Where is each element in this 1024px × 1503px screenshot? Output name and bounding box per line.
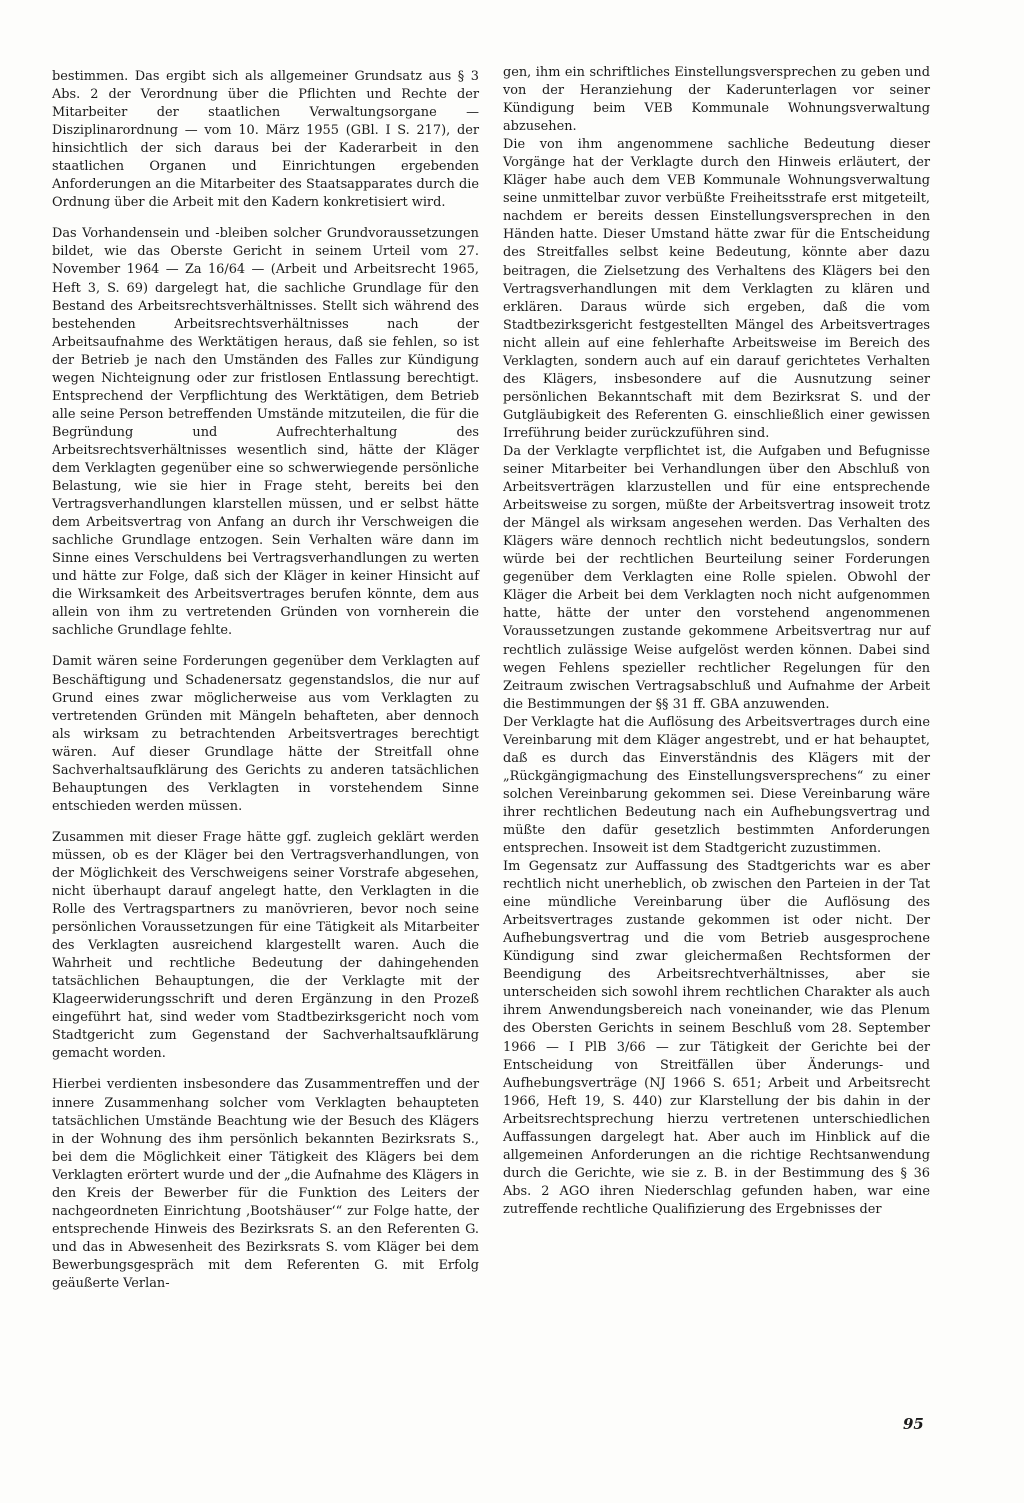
left-column xyxy=(52,68,479,1293)
right-paragraph-2: Die von ihm angenommene sachliche Bedeutung dieser Vorgänge hat der Verklagte durch den Hinweis erläutert, der Kläger habe auch dem VEB Kommunale Wohnungsverwaltung seine unmittelbar zuvor verbüßte Freiheitsstrafe erst mitgeteilt, nachdem er bereits dessen Einstellungsversprechen in den Händen hatte. Dieser Umstand hätte zwar für die Entscheidung des Streitfalles selbst keine Bedeutung, könnte aber dazu beitragen, die Zielsetzung des Verhaltens des Klägers bei den Vertragsverhandlungen mit dem Verklagten zu klären und erklären. Daraus würde sich ergeben, daß die vom Stadtbezirksgericht festgestellten Mängel des Arbeitsvertrages nicht allein auf eine fehlerhafte Arbeitsweise im Bereich des Verklagten, sondern auch auf ein darauf gerichtetes Verhalten des Klägers, insbesondere auf die Ausnutzung seiner persönlichen Bekanntschaft mit dem Bezirksrat S. und der Gutgläubigkeit des Referenten G. einschließlich einer gewissen Irreführung beider zurückzuführen sind. xyxy=(503,137,930,441)
left-paragraph-4: Zusammen mit dieser Frage hätte ggf. zugleich geklärt werden müssen, ob es der Kläger bei den Vertragsverhandlungen, von der Möglichkeit des Verschweigens seiner Vorstrafe abgesehen, nicht überhaupt darauf angelegt hatte, den Verklagten in die Rolle des Vertragspartners zu manövrieren, bevor noch seine persönlichen Voraussetzungen für eine Tätigkeit als Mitarbeiter des Verklagten ausreichend klargestellt waren. Auch die Wahrheit und rechtliche Bedeutung der dahingehenden tatsächlichen Behauptungen, die der Verklagte mit der Klageerwiderungsschrift und deren Ergänzung in den Prozeß eingeführt hat, sind weder vom Stadtbezirksgericht noch vom Stadtgericht zum Gegenstand der Sachverhaltsaufklärung gemacht worden. xyxy=(52,829,479,1062)
left-paragraph-2: Das Vorhandensein und -bleiben solcher Grundvoraussetzungen bildet, wie das Oberste Gericht in seinem Urteil vom 27. November 1964 — Za 16/64 — (Arbeit und Arbeitsrecht 1965, Heft 3, S. 69) dargelegt hat, die sachliche Grundlage für den Bestand des Arbeitsrechtsverhältnisses. Stellt sich während des bestehenden Arbeitsrechtsverhältnisses nach der Arbeitsaufnahme des Werktätigen heraus, daß sie fehlen, so ist der Betrieb je nach den Umständen des Falles zur Kündigung wegen Nichteignung oder zur fristlosen Entlassung berechtigt. Entsprechend der Verpflichtung des Werktätigen, dem Betrieb alle seine Person betreffenden Umstände mitzuteilen, die für die Begründung und Aufrechterhaltung des Arbeitsrechtsverhältnisses wesentlich sind, hätte der Kläger dem Verklagten gegenüber eine so schwerwiegende persönliche Belastung, wie sie hier in Frage steht, bereits bei den Vertragsverhandlungen klarstellen müssen, und er selbst hätte dem Arbeitsvertrag von Anfang an durch ihr Verschweigen die sachliche Grundlage entzogen. Sein Verhalten wäre dann im Sinne eines Verschuldens bei Vertragsverhandlungen zu werten und hätte zur Folge, daß sich der Kläger in keiner Hinsicht auf die Wirksamkeit des Arbeitsvertrages berufen könnte, dem aus allein von ihm zu vertretenden Gründen von vornherein die sachliche Grundlage fehlte. xyxy=(52,226,479,639)
right-column xyxy=(503,64,930,1219)
right-paragraph-4: Der Verklagte hat die Auflösung des Arbeitsvertrages durch eine Vereinbarung mit dem Kläger angestrebt, und er hat behauptet, daß es durch das Einverständnis des Klägers mit der „Rückgängigmachung des Einstellungsversprechens“ zu einer solchen Vereinbarung gekommen sei. Diese Vereinbarung wäre ihrer rechtlichen Bedeutung nach ein Aufhebungsvertrag und müßte den dafür gesetzlich bestimmten Anforderungen entsprechen. Insoweit ist dem Stadtgericht zuzustimmen. xyxy=(503,714,930,857)
page-number: 95 xyxy=(903,1415,924,1433)
left-paragraph-3: Damit wären seine Forderungen gegenüber dem Verklagten auf Beschäftigung und Schadenersatz gegenstandslos, die nur auf Grund eines zwar möglicherweise aus vom Verklagten zu vertretenden Gründen mit Mängeln behafteten, aber dennoch als wirksam zu betrachtenden Arbeitsvertrages berechtigt wären. Auf dieser Grundlage hätte der Streitfall ohne Sachverhaltsaufklärung des Gerichts zu anderen tatsächlichen Behauptungen des Verklagten in vorstehendem Sinne entschieden werden müssen. xyxy=(52,654,479,814)
right-paragraph-3: Da der Verklagte verpflichtet ist, die Aufgaben und Befugnisse seiner Mitarbeiter bei Verhandlungen über den Abschluß von Arbeitsverträgen klarzustellen und für eine entsprechende Arbeitsweise zu sorgen, müßte der Arbeitsvertrag insoweit trotz der Mängel als wirksam angesehen werden. Das Verhalten des Klägers wäre dennoch rechtlich nicht bedeutungslos, sondern würde bei der rechtlichen Beurteilung seiner Forderungen gegenüber dem Verklagten eine Rolle spielen. Obwohl der Kläger die Arbeit bei dem Verklagten noch nicht aufgenommen hatte, hätte der unter den vorstehend angenommenen Voraussetzungen zustande gekommene Arbeitsvertrag nur auf rechtlich zulässige Weise aufgelöst werden können. Dabei sind wegen Fehlens spezieller rechtlicher Regelungen für den Zeitraum zwischen Vertragsabschluß und Aufnahme der Arbeit die Bestimmungen der §§ 31 ff. GBA anzuwenden. xyxy=(503,443,930,712)
right-paragraph-5: Im Gegensatz zur Auffassung des Stadtgerichts war es aber rechtlich nicht unerheblich, ob zwischen den Parteien in der Tat eine mündliche Vereinbarung über die Auflösung des Arbeitsvertrages zustande gekommen ist oder nicht. Der Aufhebungsvertrag und die vom Betrieb ausgesprochene Kündigung sind zwar gleichermaßen Rechtsformen der Beendigung des Arbeitsrechtverhältnisses, aber sie unterscheiden sich sowohl ihrem rechtlichen Charakter als auch ihrem Anwendungsbereich nach voneinander, wie das Plenum des Obersten Gerichts in seinem Beschluß vom 28. September 1966 — I PlB 3/66 — zur Tätigkeit der Gerichte bei der Entscheidung von Streitfällen über Änderungs- und Aufhebungsverträge (NJ 1966 S. 651; Arbeit und Arbeitsrecht 1966, Heft 19, S. 440) zur Klarstellung der bis dahin in der Arbeitsrechtsprechung hierzu vertretenen unterschiedlichen Auffassungen dargelegt hat. Aber auch im Hinblick auf die allgemeinen Anforderungen an die richtige Rechtsanwendung durch die Gerichte, wie sie z. B. in der Bestimmung des § 36 Abs. 2 AGO ihren Niederschlag gefunden haben, war eine zutreffende rechtliche Qualifizierung des Ergebnisses der xyxy=(503,859,930,1217)
left-paragraph-5: Hierbei verdienten insbesondere das Zusammentreffen und der innere Zusammenhang solcher vom Verklagten behaupteten tatsächlichen Umstände Beachtung wie der Besuch des Klägers in der Wohnung des ihm persönlich bekannten Bezirksrats S., bei dem die Möglichkeit einer Tätigkeit des Klägers bei dem Verklagten erörtert wurde und der „die Aufnahme des Klägers in den Kreis der Bewerber für die Funktion des Leiters der nachgeordneten Einrichtung ‚Bootshäuser‘“ zur Folge hatte, der entsprechende Hinweis des Bezirksrats S. an den Referenten G. und das in Abwesenheit des Bezirksrats S. vom Kläger bei dem Bewerbungsgespräch mit dem Referenten G. mit Erfolg geäußerte Verlan- xyxy=(52,1077,479,1291)
right-paragraph-1: gen, ihm ein schriftliches Einstellungsversprechen zu geben und von der Heranziehung der Kaderunterlagen vor seiner Kündigung beim VEB Kommunale Wohnungsverwaltung abzusehen. xyxy=(503,65,930,135)
left-paragraph-1: bestimmen. Das ergibt sich als allgemeiner Grundsatz aus § 3 Abs. 2 der Verordnung über die Pflichten und Rechte der Mitarbeiter der staatlichen Verwaltungsorgane — Disziplinarordnung — vom 10. März 1955 (GBl. I S. 217), der hinsichtlich der sich daraus bei der Kaderarbeit in den staatlichen Organen und Einrichtungen ergebenden Anforderungen an die Mitarbeiter des Staatsapparates durch die Ordnung über die Arbeit mit den Kadern konkretisiert wird. xyxy=(52,69,479,211)
